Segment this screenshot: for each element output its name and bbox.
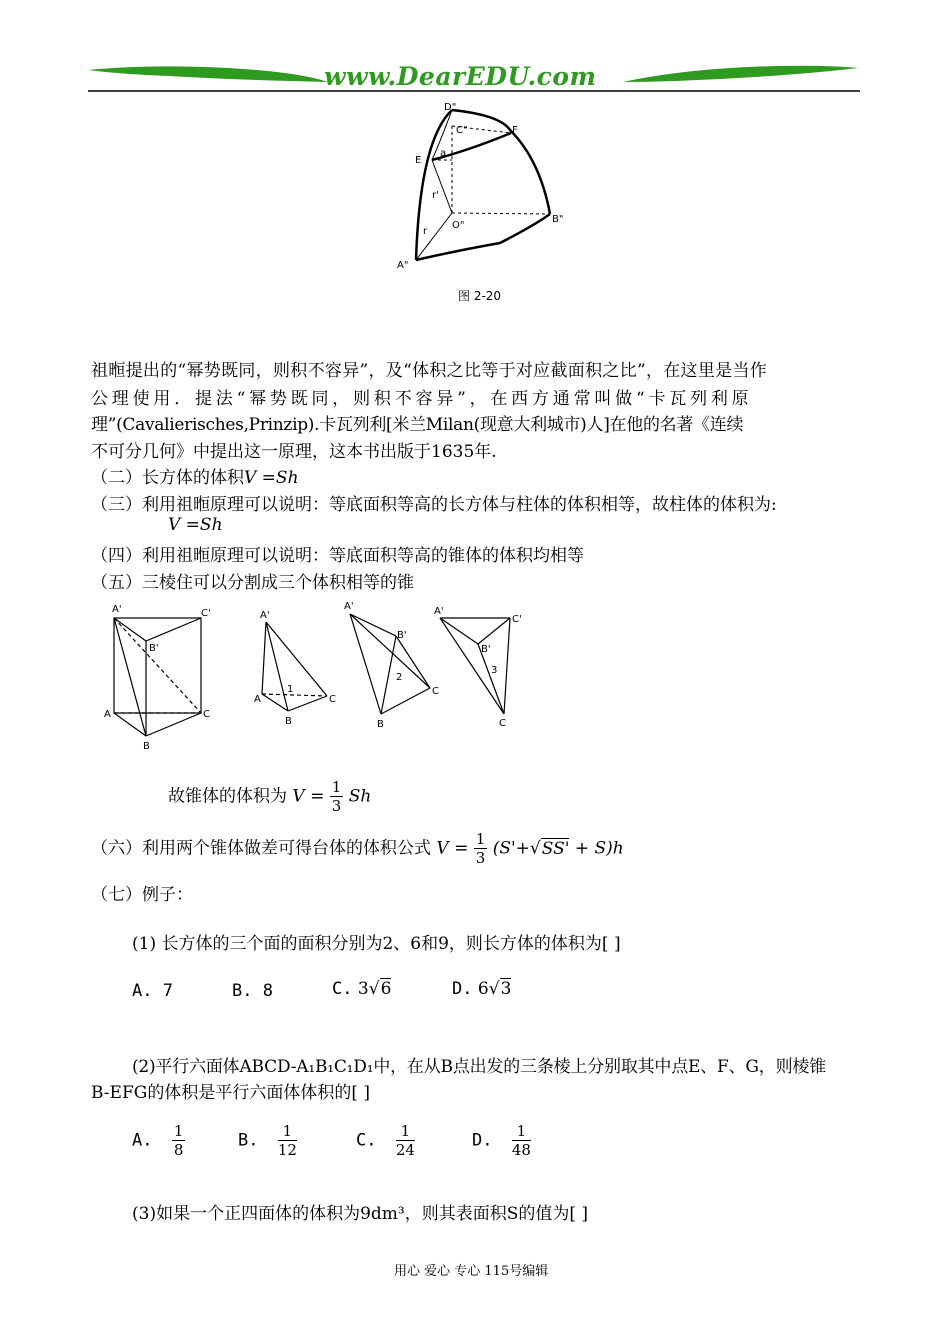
p2-label-b: B: [377, 719, 384, 730]
p2-label-b1: B': [397, 630, 407, 641]
q1-option-d: [452, 979, 511, 999]
p1-label-c: C: [329, 694, 336, 705]
p1-label-b: B: [285, 716, 292, 727]
frustum-lhs: V =: [436, 838, 469, 859]
frustum-denominator: 3: [475, 849, 486, 867]
prism-label-a: A: [104, 709, 111, 720]
q2-d-label: D.: [472, 1130, 493, 1151]
q1-d-label: D.: [452, 979, 473, 999]
p3-label-c1: C': [512, 614, 522, 625]
section-3-text: （三）利用祖暅原理可以说明：等底面积等高的长方体与柱体的体积相等，故柱体的体积为:: [91, 495, 777, 515]
prism-dissection-figure: [100, 596, 540, 756]
q2-option-b: [238, 1124, 297, 1158]
q2-d-fraction: [512, 1124, 531, 1158]
q1-d-coef: 6: [477, 979, 489, 999]
q2-b-fraction: [278, 1124, 297, 1158]
q1-option-c: [332, 979, 391, 999]
cone-numerator: 1: [331, 778, 342, 796]
q2-c-fraction: [396, 1124, 415, 1158]
q2-a-fraction: [172, 1124, 186, 1158]
section-6-text: （六）利用两个锥体做差可得台体的体积公式: [91, 838, 431, 859]
q2-c-label: C.: [356, 1130, 377, 1151]
frustum-fraction: [474, 832, 488, 866]
q2-option-a: [132, 1124, 185, 1158]
q2-b-den: 12: [277, 1141, 297, 1159]
q2-d-num: 1: [512, 1124, 531, 1141]
section-2-text: （二）长方体的体积: [91, 468, 244, 488]
cone-volume: [168, 780, 371, 814]
para-line-3: 理”(Cavalierisches,Prinzip).卡瓦列利[米兰Milan(现意大利城市)人]在他的名著《连续: [91, 415, 744, 435]
q1-c-label: C.: [332, 979, 353, 999]
cone-denominator: 3: [331, 797, 342, 815]
para-line-4: 不可分几何》中提出这一原理，这本书出版于1635年.: [91, 442, 497, 462]
q2-a-num: 1: [173, 1122, 184, 1140]
cone-fraction: [330, 780, 344, 814]
q2-line-1: (2)平行六面体ABCD-A₁B₁C₁D₁中，在从B点出发的三条棱上分别取其中点E、F、G，则棱锥: [132, 1057, 827, 1077]
label-a: a: [440, 148, 447, 159]
q1-option-b: B. 8: [232, 981, 273, 1001]
prism-label-a1: A': [112, 604, 122, 615]
p1-label-a: A: [254, 694, 261, 705]
q2-b-num: 1: [278, 1124, 297, 1141]
frustum-open: (S'+: [492, 838, 530, 859]
prism-label-b: B: [143, 741, 150, 752]
prism-label-c: C: [203, 709, 210, 720]
cone-rhs: Sh: [348, 786, 372, 807]
p3-label-c: C: [499, 718, 506, 729]
arc-ad: [416, 110, 452, 260]
pyramid-1-drawing: [262, 622, 327, 711]
q1-d-sqrt: √: [488, 979, 500, 999]
q1-c-coef: 3: [357, 979, 369, 999]
para-line-1: 祖暅提出的“幂势既同，则积不容异”，及“体积之比等于对应截面积之比”，在这里是当作: [91, 361, 768, 381]
q2-c-den: 24: [395, 1141, 415, 1159]
cone-text: 故锥体的体积为: [168, 786, 287, 807]
section-2: [91, 463, 299, 488]
p3-label-a1: A': [434, 606, 444, 617]
frustum-radicand: SS': [541, 838, 570, 859]
q2-a-den: 8: [173, 1141, 184, 1159]
q3-text: (3)如果一个正四面体的体积为9dm³，则其表面积S的值为[ ]: [132, 1204, 589, 1224]
q2-c-num: 1: [396, 1124, 415, 1141]
section-6: [91, 832, 624, 866]
q2-a-label: A.: [132, 1130, 153, 1151]
cone-lhs: V =: [292, 786, 325, 807]
p2-label-c: C: [432, 686, 439, 697]
label-r1: r': [432, 190, 439, 201]
q1-option-a: A. 7: [132, 981, 173, 1001]
prism-label-b1: B': [149, 643, 159, 654]
site-logo-text: www.DearEDU.com: [324, 62, 597, 91]
pyramid-2-drawing: [350, 614, 430, 714]
footer-text: 用心 爱心 专心 115号编辑: [394, 1264, 549, 1279]
section-3-formula: V =Sh: [168, 515, 223, 535]
q2-line-2: B-EFG的体积是平行六面体体积的[ ]: [91, 1083, 371, 1103]
q2-b-label: B.: [238, 1130, 259, 1151]
p1-label-a1: A': [260, 610, 270, 621]
label-a2: A": [397, 260, 409, 271]
p1-label-num: 1: [287, 684, 294, 695]
p2-label-num: 2: [396, 672, 403, 683]
q1-text: (1) 长方体的三个面的面积分别为2、6和9，则长方体的体积为[ ]: [132, 934, 621, 954]
p3-label-b1: B': [481, 644, 491, 655]
label-d: D": [444, 102, 457, 113]
arc-ab: [416, 214, 550, 260]
p3-label-num: 3: [491, 665, 498, 676]
section-7-text: （七）例子：: [91, 885, 193, 905]
q1-c-sqrt: √: [368, 979, 380, 999]
q2-option-c: [356, 1124, 415, 1158]
section-5-text: （五）三棱住可以分割成三个体积相等的锥: [91, 573, 414, 593]
frustum-numerator: 1: [475, 830, 486, 848]
label-c: C": [456, 125, 468, 136]
prism-drawing: [114, 618, 201, 736]
q2-option-d: [472, 1124, 531, 1158]
section-4-text: （四）利用祖暅原理可以说明：等底面积等高的锥体的体积均相等: [91, 546, 584, 566]
label-e: E: [415, 155, 422, 166]
label-o: O": [452, 220, 465, 231]
label-r2: r: [423, 226, 428, 237]
pyramid-3-drawing: [440, 618, 510, 714]
p2-label-a1: A': [344, 601, 354, 612]
sqrt-sign: √: [529, 838, 541, 859]
header-banner: [88, 58, 860, 98]
figure-2-20: [380, 100, 580, 310]
q1-d-rad: 3: [500, 979, 512, 999]
q2-d-den: 48: [511, 1141, 531, 1159]
prism-label-c1: C': [201, 608, 211, 619]
q1-c-rad: 6: [380, 979, 392, 999]
frustum-close: + S)h: [569, 838, 624, 859]
label-b: B": [552, 214, 564, 225]
para-line-2: 公理使用．提法“幂势既同，则积不容异”，在西方通常叫做“卡瓦列利原: [91, 389, 753, 409]
section-2-formula: V =Sh: [244, 468, 299, 488]
label-f: F: [512, 125, 518, 136]
figure-caption: 图 2-20: [458, 289, 502, 303]
